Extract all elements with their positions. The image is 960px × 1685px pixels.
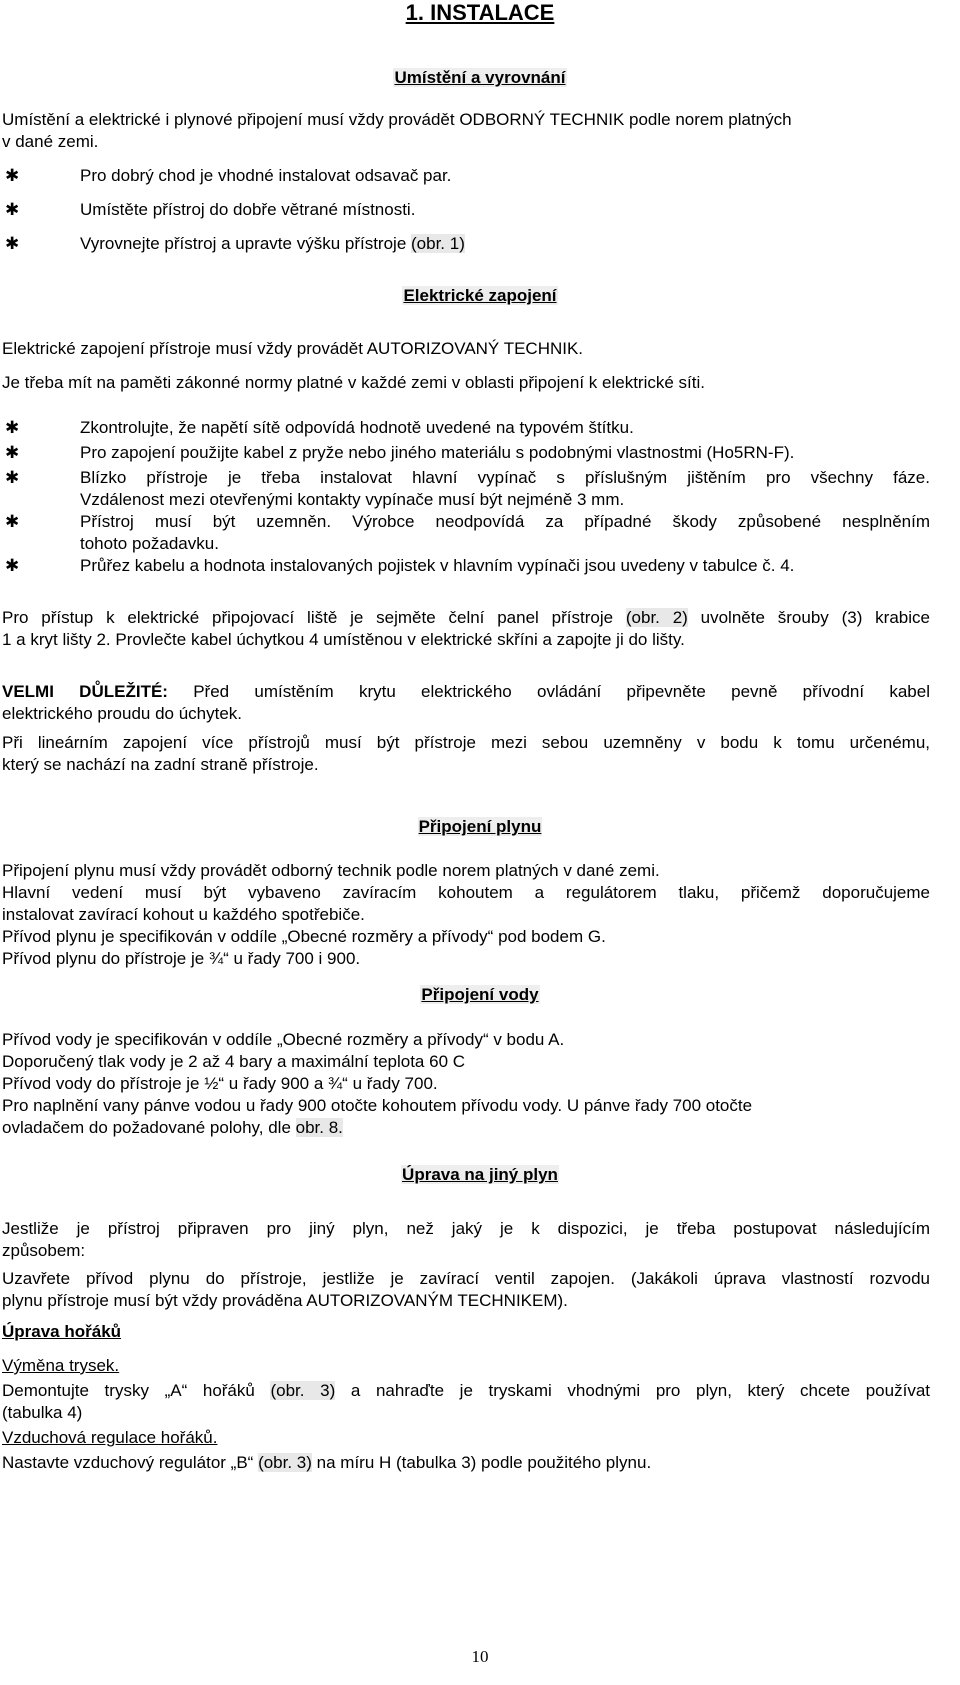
paragraph-line: Doporučený tlak vody je 2 až 4 bary a maximální teplota 60 C <box>2 1052 466 1071</box>
subheading-uprava-horaku: Úprava hořáků <box>2 1322 122 1341</box>
figure-reference: (obr. 3) <box>270 1381 336 1400</box>
list-item <box>2 467 930 511</box>
paragraph-line <box>2 1452 930 1474</box>
list-item <box>2 511 930 555</box>
text-run: Nastavte vzduchový regulátor „B“ <box>2 1453 259 1472</box>
text-run: Pro přístup k elektrické připojovací liště je sejměte čelní panel přístroje <box>2 608 626 627</box>
text-run: Demontujte trysky „A“ hořáků <box>2 1381 271 1400</box>
figure-reference: obr. 8. <box>295 1118 343 1137</box>
page-title: 1. INSTALACE <box>405 0 555 25</box>
paragraph: Je třeba mít na paměti zákonné normy platné v každé zemi v oblasti připojení k elektrické síti. <box>2 373 705 392</box>
heading-umisteni <box>0 68 960 88</box>
figure-reference: (obr. 2) <box>625 608 688 627</box>
paragraph-line: Přívod vody do přístroje je ½“ u řady 900 a ¾“ u řady 700. <box>2 1074 438 1093</box>
page-number: 10 <box>471 1647 489 1666</box>
heading-uprava-text: Úprava na jiný plyn <box>402 1165 558 1184</box>
heading-uprava <box>0 1165 960 1185</box>
paragraph-line: instalovat zavírací kohout u každého spotřebiče. <box>2 905 365 924</box>
heading-voda <box>0 985 960 1005</box>
list-item-text: Zkontrolujte, že napětí sítě odpovídá hodnotě uvedené na typovém štítku. <box>80 418 634 437</box>
text-run: na míru H (tabulka 3) podle použitého plynu. <box>311 1453 652 1472</box>
important-label: VELMI DŮLEŽITÉ: <box>2 682 168 701</box>
asterisk-bullet-icon: ✱ <box>5 200 20 219</box>
heading-voda-text: Připojení vody <box>421 985 539 1004</box>
asterisk-bullet-icon: ✱ <box>5 234 20 253</box>
paragraph-line: Při lineárním zapojení více přístrojů musí být přístroje mezi sebou uzemněny v bodu k tomu určenému, <box>2 733 930 752</box>
asterisk-bullet-icon: ✱ <box>5 556 20 575</box>
list-item <box>2 199 930 221</box>
paragraph-line: Připojení plynu musí vždy provádět odborný technik podle norem platných v dané zemi. <box>2 861 660 880</box>
list-item-text <box>80 511 930 555</box>
heading-elektricke <box>0 286 960 306</box>
heading-elektricke-text: Elektrické zapojení <box>403 286 557 305</box>
list-item-line: tohoto požadavku. <box>80 534 219 553</box>
intro-line-1: Umístění a elektrické i plynové připojení musí vždy provádět ODBORNÝ TECHNIK podle norem platných <box>2 110 792 129</box>
text-run: uvolněte šrouby (3) krabice <box>687 608 930 627</box>
paragraph-line <box>2 1380 930 1402</box>
asterisk-bullet-icon: ✱ <box>5 418 20 437</box>
paragraph-line: 1 a kryt lišty 2. Provlečte kabel úchytkou 4 umístěnou v elektrické skříni a zapojte ji do lišty. <box>2 630 685 649</box>
list-item-line: Vzdálenost mezi otevřenými kontakty vypínače musí být nejméně 3 mm. <box>80 490 625 509</box>
asterisk-bullet-icon: ✱ <box>5 512 20 531</box>
list-item-line: Blízko přístroje je třeba instalovat hlavní vypínač s příslušným jištěním pro všechny fáze. <box>80 468 930 487</box>
list-item <box>2 165 930 187</box>
text-run: ovladačem do požadované polohy, dle <box>2 1118 296 1137</box>
list-item-text: Umístěte přístroj do dobře větrané místnosti. <box>80 200 416 219</box>
list-item-text: Pro dobrý chod je vhodné instalovat odsavač par. <box>80 166 452 185</box>
asterisk-bullet-icon: ✱ <box>5 468 20 487</box>
paragraph-line <box>2 1117 930 1139</box>
list-item <box>2 442 930 464</box>
subheading-vzduchova-regulace: Vzduchová regulace hořáků. <box>2 1428 218 1447</box>
figure-reference: (obr. 1) <box>411 234 465 253</box>
paragraph-line: elektrického proudu do úchytek. <box>2 704 243 723</box>
list-item-text: Průřez kabelu a hodnota instalovaných pojistek v hlavním vypínači jsou uvedeny v tabulce č. 4. <box>80 556 795 575</box>
paragraph-line <box>2 607 930 629</box>
paragraph-line: Uzavřete přívod plynu do přístroje, jestliže je zavírací ventil zapojen. (Jakákoli úprava vlastností rozvodu <box>2 1269 930 1288</box>
paragraph-line: Přívod plynu je specifikován v oddíle „Obecné rozměry a přívody“ pod bodem G. <box>2 927 606 946</box>
list-item-text <box>80 233 930 255</box>
subheading-vymena-trysek: Výměna trysek. <box>2 1356 120 1375</box>
asterisk-bullet-icon: ✱ <box>5 166 20 185</box>
list-item-text: Pro zapojení použijte kabel z pryže nebo jiného materiálu s podobnými vlastnostmi (Ho5RN-F). <box>80 443 795 462</box>
intro-line-2: v dané zemi. <box>2 132 99 151</box>
paragraph-line: způsobem: <box>2 1241 86 1260</box>
list-item <box>2 233 930 255</box>
list-item-text-main: Vyrovnejte přístroj a upravte výšku přístroje <box>80 234 412 253</box>
text-run: Před umístěním krytu elektrického ovládání připevněte pevně přívodní kabel <box>167 682 930 701</box>
paragraph-line: plynu přístroje musí být vždy prováděna AUTORIZOVANÝM TECHNIKEM). <box>2 1291 568 1310</box>
paragraph-line: (tabulka 4) <box>2 1403 83 1422</box>
list-item <box>2 417 930 439</box>
list-item <box>2 555 930 577</box>
paragraph-line: Hlavní vedení musí být vybaveno zavíracím kohoutem a regulátorem tlaku, přičemž doporučujeme <box>2 883 930 902</box>
paragraph-line: Pro naplnění vany pánve vodou u řady 900 otočte kohoutem přívodu vody. U pánve řady 700 otočte <box>2 1096 753 1115</box>
list-item-text <box>80 467 930 511</box>
figure-reference: (obr. 3) <box>258 1453 312 1472</box>
paragraph: Elektrické zapojení přístroje musí vždy provádět AUTORIZOVANÝ TECHNIK. <box>2 339 584 358</box>
asterisk-bullet-icon: ✱ <box>5 443 20 462</box>
heading-plyn <box>0 817 960 837</box>
text-run: a nahraďte je tryskami vhodnými pro plyn, který chcete používat <box>335 1381 930 1400</box>
paragraph-line: Jestliže je přístroj připraven pro jiný plyn, než jaký je k dispozici, je třeba postupovat následujícím <box>2 1219 930 1238</box>
paragraph-line <box>2 681 930 703</box>
list-item-line: Přístroj musí být uzemněn. Výrobce neodpovídá za případné škody způsobené nesplněním <box>80 512 930 531</box>
paragraph-line: který se nachází na zadní straně přístroje. <box>2 755 319 774</box>
heading-plyn-text: Připojení plynu <box>418 817 542 836</box>
heading-umisteni-text: Umístění a vyrovnání <box>394 68 566 87</box>
paragraph-line: Přívod vody je specifikován v oddíle „Obecné rozměry a přívody“ v bodu A. <box>2 1030 565 1049</box>
paragraph-line: Přívod plynu do přístroje je ¾“ u řady 700 i 900. <box>2 949 361 968</box>
